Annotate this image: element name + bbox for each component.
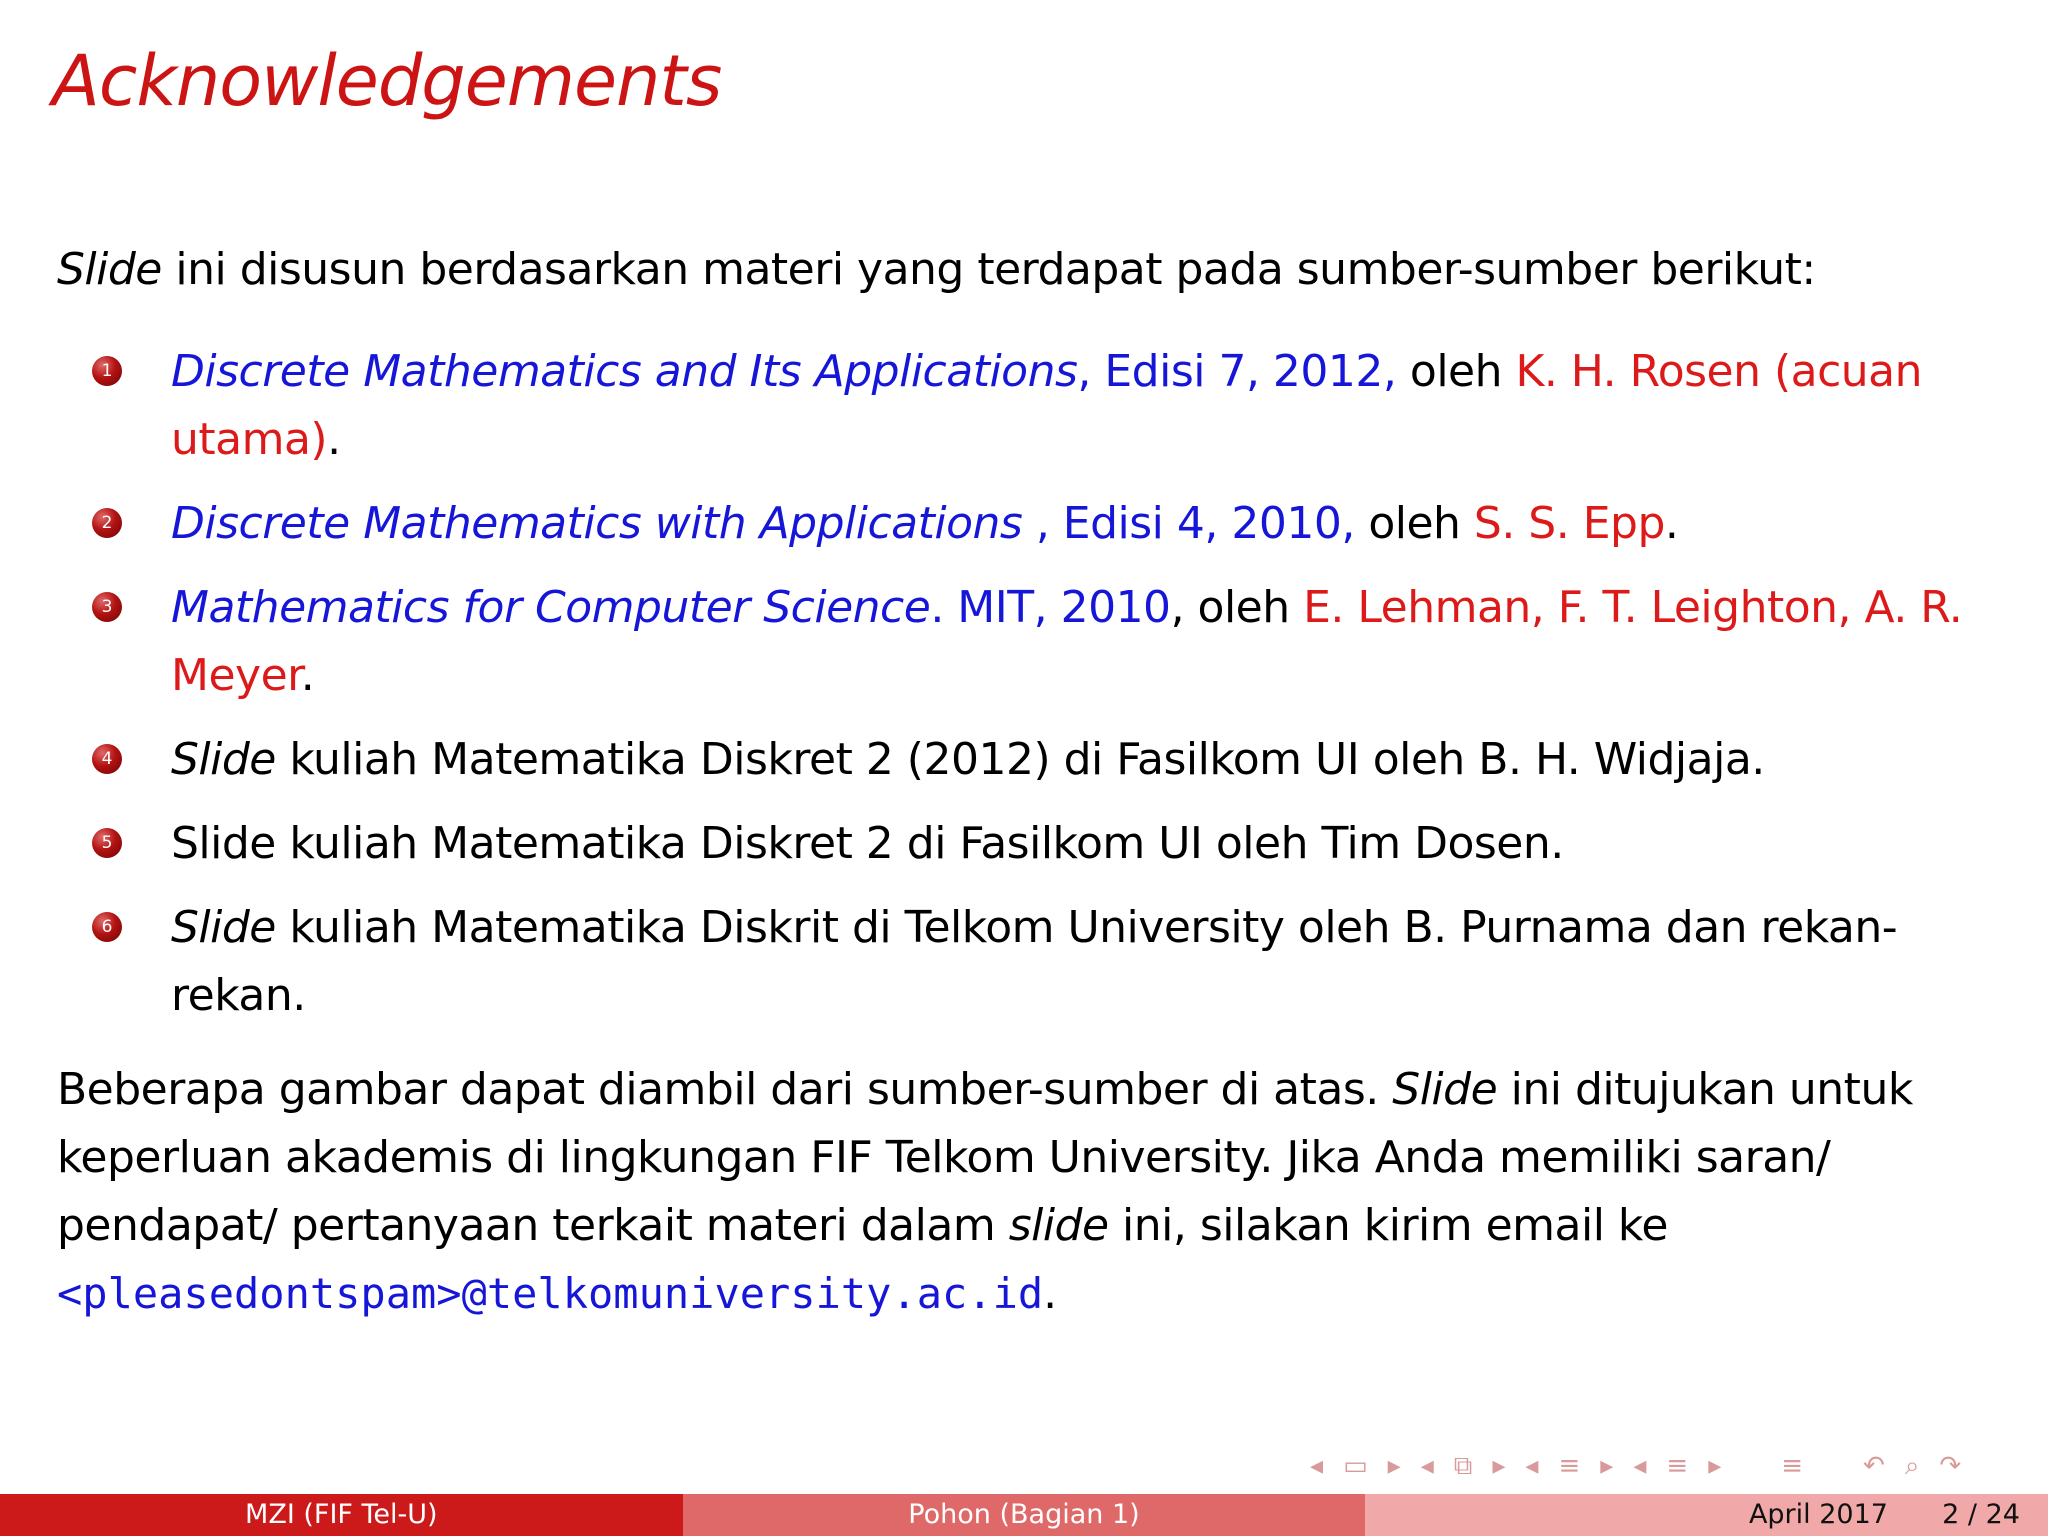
bullet-number-1: 1 [92,356,122,386]
intro-rest: ini disusun berdasarkan materi yang terdapat pada sumber-sumber berikut: [161,244,1816,295]
intro-text [57,244,1816,295]
intro-slide-word: Slide [57,244,162,295]
subsection-icon[interactable]: ⧉ [1453,1450,1473,1481]
email-link[interactable]: <pleasedontspam>@telkomuniversity.ac.id [57,1269,1044,1318]
reference-item-2 [92,490,2012,558]
redo-icon[interactable]: ↷ [1939,1451,1962,1481]
outro-part-1: Beberapa gambar dapat diambil dari sumber-sumber di atas. [57,1064,1393,1115]
slide-word: Slide [171,734,276,785]
end-punct: . [300,650,315,701]
section-prev-icon[interactable]: ◂ [1525,1451,1539,1481]
footer-bar [0,1494,2048,1536]
outro-slide-word-2: slide [1008,1200,1109,1251]
doc-next-icon[interactable]: ▸ [1708,1451,1722,1481]
end-punct: . [1664,498,1679,549]
bullet-number-6: 6 [92,912,122,942]
book-author: K. H. Rosen (acuan utama) [171,346,1923,465]
doc-prev-icon[interactable]: ◂ [1633,1451,1647,1481]
slide-title: Acknowledgements [52,40,722,122]
beamer-navigation-bar [1310,1448,2030,1484]
by-text: , oleh [1170,582,1304,633]
footer-date: April 2017 [1748,1499,1888,1530]
outline-icon[interactable]: ≡ [1781,1451,1804,1481]
reference-item-1 [92,338,2012,474]
book-author: E. Lehman, F. T. Leighton, A. R. Meyer [171,582,1963,701]
book-title: Mathematics for Computer Science [171,582,931,633]
book-edition: , Edisi 4, 2010, [1022,498,1355,549]
outro-part-4: . [1043,1268,1057,1319]
section-next-icon[interactable]: ▸ [1600,1451,1614,1481]
by-text: oleh [1396,346,1516,397]
footer-page-number: 2 / 24 [1942,1499,2020,1530]
outro-part-3: ini, silakan kirim email ke [1108,1200,1668,1251]
reference-item-3 [92,574,2012,710]
reference-list [92,338,2012,1046]
closing-paragraph [57,1056,2017,1328]
footer-author: MZI (FIF Tel-U) [0,1494,683,1536]
frame-icon[interactable]: ▭ [1343,1451,1368,1481]
reference-item-6 [92,894,2012,1030]
book-edition: , Edisi 7, 2012, [1077,346,1397,397]
frame-prev-icon[interactable]: ◂ [1310,1451,1324,1481]
book-edition: . MIT, 2010 [930,582,1171,633]
bullet-number-2: 2 [92,508,122,538]
doc-icon[interactable]: ≡ [1666,1451,1689,1481]
reference-text: Slide kuliah Matematika Diskret 2 di Fasilkom UI oleh Tim Dosen. [171,818,1564,869]
reference-item-5 [92,810,2012,878]
bullet-number-3: 3 [92,592,122,622]
section-icon[interactable]: ≡ [1558,1451,1581,1481]
subsection-next-icon[interactable]: ▸ [1492,1451,1506,1481]
frame-next-icon[interactable]: ▸ [1387,1451,1401,1481]
subsection-prev-icon[interactable]: ◂ [1420,1451,1434,1481]
slide-word: Slide [171,902,276,953]
footer-right [1365,1494,2048,1536]
bullet-number-5: 5 [92,828,122,858]
by-text: oleh [1354,498,1474,549]
search-icon[interactable]: ⌕ [1904,1450,1920,1481]
reference-text: kuliah Matematika Diskret 2 (2012) di Fasilkom UI oleh B. H. Widjaja. [275,734,1765,785]
reference-item-4 [92,726,2012,794]
bullet-number-4: 4 [92,744,122,774]
footer-talk-title: Pohon (Bagian 1) [683,1494,1366,1536]
book-title: Discrete Mathematics and Its Applications [171,346,1078,397]
undo-icon[interactable]: ↶ [1863,1451,1885,1481]
outro-part-2: ini ditujukan untuk keperluan akademis di lingkungan FIF Telkom University. Jika Anda memiliki saran/ pendapat/ pertanyaan terkait materi dalam [57,1064,1913,1251]
end-punct: . [327,414,341,465]
reference-text: kuliah Matematika Diskrit di Telkom University oleh B. Purnama dan rekan-rekan. [171,902,1898,1021]
outro-slide-word-1: Slide [1392,1064,1498,1115]
book-title: Discrete Mathematics with Applications [171,498,1023,549]
book-author: S. S. Epp [1473,498,1665,549]
